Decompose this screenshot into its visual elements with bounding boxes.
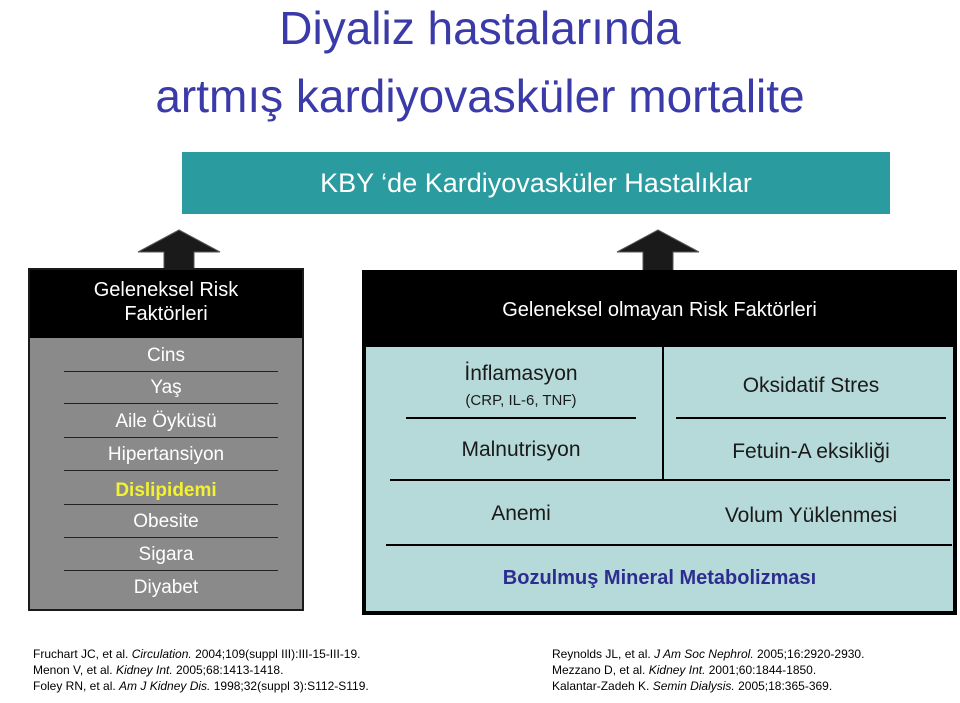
reference-item: Kalantar-Zadeh K. Semin Dialysis. 2005;18:365-369. bbox=[552, 679, 833, 693]
nontraditional-risk-factors-header: Geleneksel olmayan Risk Faktörleri bbox=[366, 274, 953, 347]
divider bbox=[64, 537, 278, 538]
page-title-line-1: Diyaliz hastalarında bbox=[279, 2, 681, 54]
traditional-header-line-1: Geleneksel Risk bbox=[93, 279, 239, 301]
divider bbox=[64, 403, 278, 404]
references-left bbox=[33, 646, 369, 694]
fetuin-a-label: Fetuin-A eksikliği bbox=[732, 440, 890, 463]
risk-item-aile-oykusu: Aile Öyküsü bbox=[115, 411, 217, 432]
divider bbox=[386, 544, 952, 546]
reference-item: Foley RN, et al. Am J Kidney Dis. 1998;32(suppl 3):S112-S119. bbox=[33, 679, 369, 693]
risk-item-diyabet: Diyabet bbox=[133, 577, 199, 598]
risk-item-hipertansiyon: Hipertansiyon bbox=[107, 444, 225, 465]
kby-cvd-banner: KBY ‘de Kardiyovasküler Hastalıklar bbox=[182, 152, 890, 214]
oksidatif-stres-label: Oksidatif Stres bbox=[742, 374, 880, 397]
traditional-header-line-2: Faktörleri bbox=[124, 303, 208, 325]
risk-item-cins: Cins bbox=[146, 345, 185, 366]
divider bbox=[64, 470, 278, 471]
nontraditional-risk-factors-box bbox=[362, 270, 957, 615]
reference-item: Menon V, et al. Kidney Int. 2005;68:1413-1418. bbox=[33, 663, 284, 677]
traditional-risk-factors-box bbox=[28, 268, 304, 611]
divider bbox=[406, 417, 636, 419]
column-divider bbox=[662, 347, 664, 479]
references-right bbox=[552, 646, 864, 694]
reference-item: Fruchart JC, et al. Circulation. 2004;109(suppl III):III-15-III-19. bbox=[33, 647, 361, 661]
mineral-metabolism-label: Bozulmuş Mineral Metabolizması bbox=[502, 567, 817, 589]
traditional-risk-factors-header bbox=[30, 270, 302, 338]
divider bbox=[64, 504, 278, 505]
divider bbox=[64, 371, 278, 372]
divider bbox=[390, 479, 950, 481]
inflamasyon-label: İnflamasyon bbox=[464, 362, 578, 385]
divider bbox=[64, 437, 278, 438]
risk-item-dislipidemi: Dislipidemi bbox=[115, 480, 217, 501]
inflamasyon-markers: (CRP, IL-6, TNF) bbox=[465, 392, 577, 409]
risk-item-obesite: Obesite bbox=[133, 511, 199, 532]
reference-item: Reynolds JL, et al. J Am Soc Nephrol. 2005;16:2920-2930. bbox=[552, 647, 865, 661]
page-title-line-2: artmış kardiyovasküler mortalite bbox=[155, 70, 805, 122]
risk-item-sigara: Sigara bbox=[138, 544, 194, 565]
up-arrow-right-icon bbox=[603, 228, 713, 272]
malnutrisyon-label: Malnutrisyon bbox=[461, 438, 581, 461]
anemi-label: Anemi bbox=[491, 502, 551, 525]
reference-item: Mezzano D, et al. Kidney Int. 2001;60:1844-1850. bbox=[552, 663, 817, 677]
risk-item-yas: Yaş bbox=[150, 377, 182, 398]
divider bbox=[676, 417, 946, 419]
up-arrow-left-icon bbox=[124, 228, 234, 272]
divider bbox=[64, 570, 278, 571]
volum-yuklenmesi-label: Volum Yüklenmesi bbox=[724, 504, 898, 527]
